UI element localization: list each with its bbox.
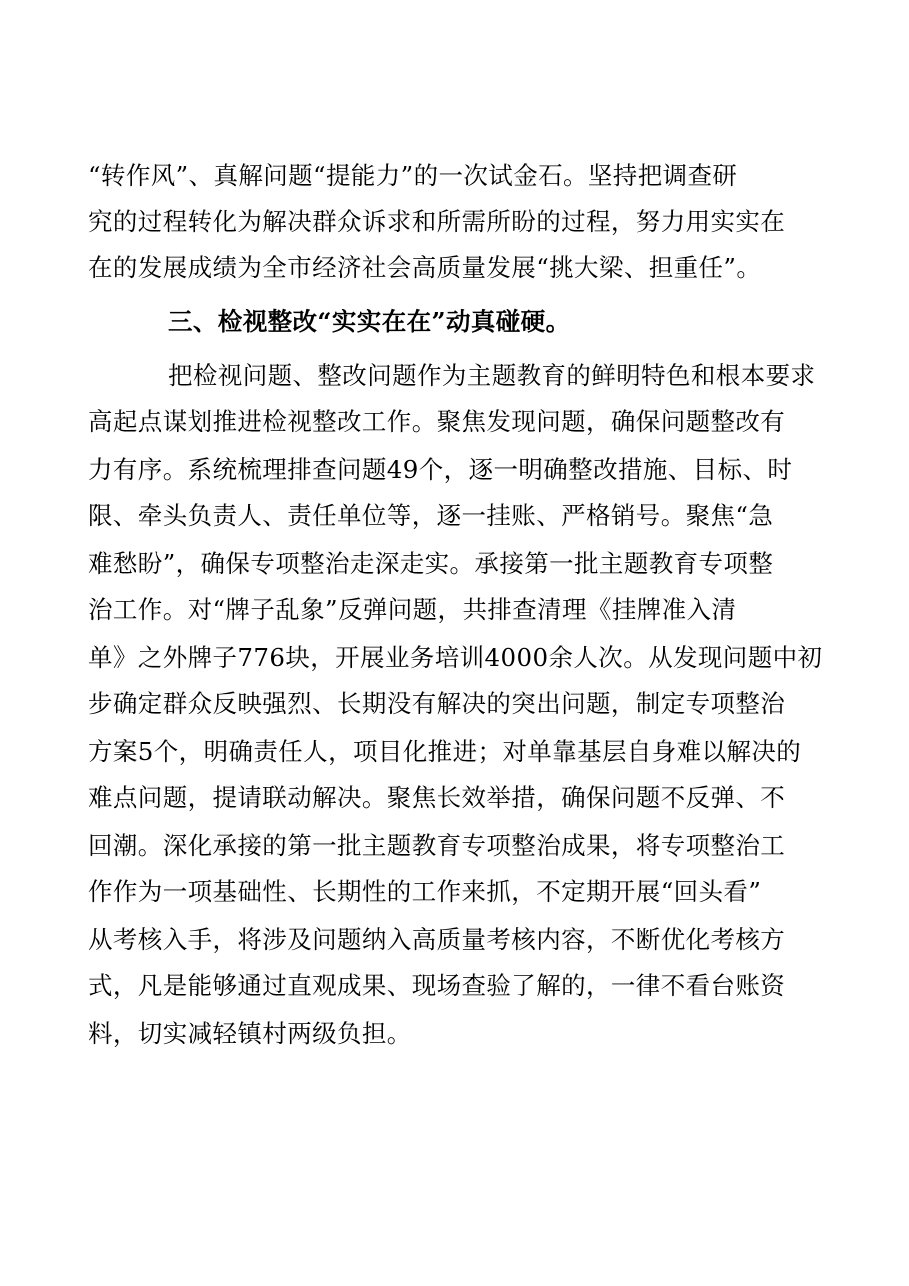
text-line: 把检视问题、整改问题作为主题教育的鲜明特色和根本要求 xyxy=(168,361,816,390)
text-line: 究的过程转化为解决群众诉求和所需所盼的过程，努力用实实在 xyxy=(88,207,786,236)
text-line: 治工作。对“牌子乱象”反弹问题，共排查清理《挂牌准入清 xyxy=(88,595,737,624)
text-line: 限、牵头负责人、责任单位等，逐一挂账、严格销号。聚焦“急 xyxy=(88,501,774,530)
section-heading: 三、检视整改“实实在在”动真碰硬。 xyxy=(168,307,571,336)
text-line: 作作为一项基础性、长期性的工作来抓，不定期开展“回头看” xyxy=(88,877,762,906)
text-line: 力有序。系统梳理排查问题49个，逐一明确整改措施、目标、时 xyxy=(88,455,793,484)
text-line: 从考核入手，将涉及问题纳入高质量考核内容，不断优化考核方 xyxy=(88,925,786,954)
text-line: 方案5个，明确责任人，项目化推进；对单靠基层自身难以解决的 xyxy=(88,737,802,766)
text-line: 难点问题，提请联动解决。聚焦长效举措，确保问题不反弹、不 xyxy=(88,783,786,812)
text-line: 难愁盼”，确保专项整治走深走实。承接第一批主题教育专项整 xyxy=(88,549,774,578)
text-line: 步确定群众反映强烈、长期没有解决的突出问题，制定专项整治 xyxy=(88,689,786,718)
text-line: 式，凡是能够通过直观成果、现场查验了解的，一律不看台账资 xyxy=(88,971,786,1000)
text-line: 在的发展成绩为全市经济社会高质量发展“挑大梁、担重任”。 xyxy=(88,253,762,282)
text-line: 料，切实减轻镇村两级负担。 xyxy=(88,1019,412,1048)
text-line: 高起点谋划推进检视整改工作。聚焦发现问题，确保问题整改有 xyxy=(88,407,786,436)
text-line: 单》之外牌子776块，开展业务培训4000余人次。从发现问题中初 xyxy=(88,643,823,672)
text-line: 回潮。深化承接的第一批主题教育专项整治成果，将专项整治工 xyxy=(88,831,786,860)
text-line: “转作风”、真解问题“提能力”的一次试金石。坚持把调查研 xyxy=(88,161,738,190)
